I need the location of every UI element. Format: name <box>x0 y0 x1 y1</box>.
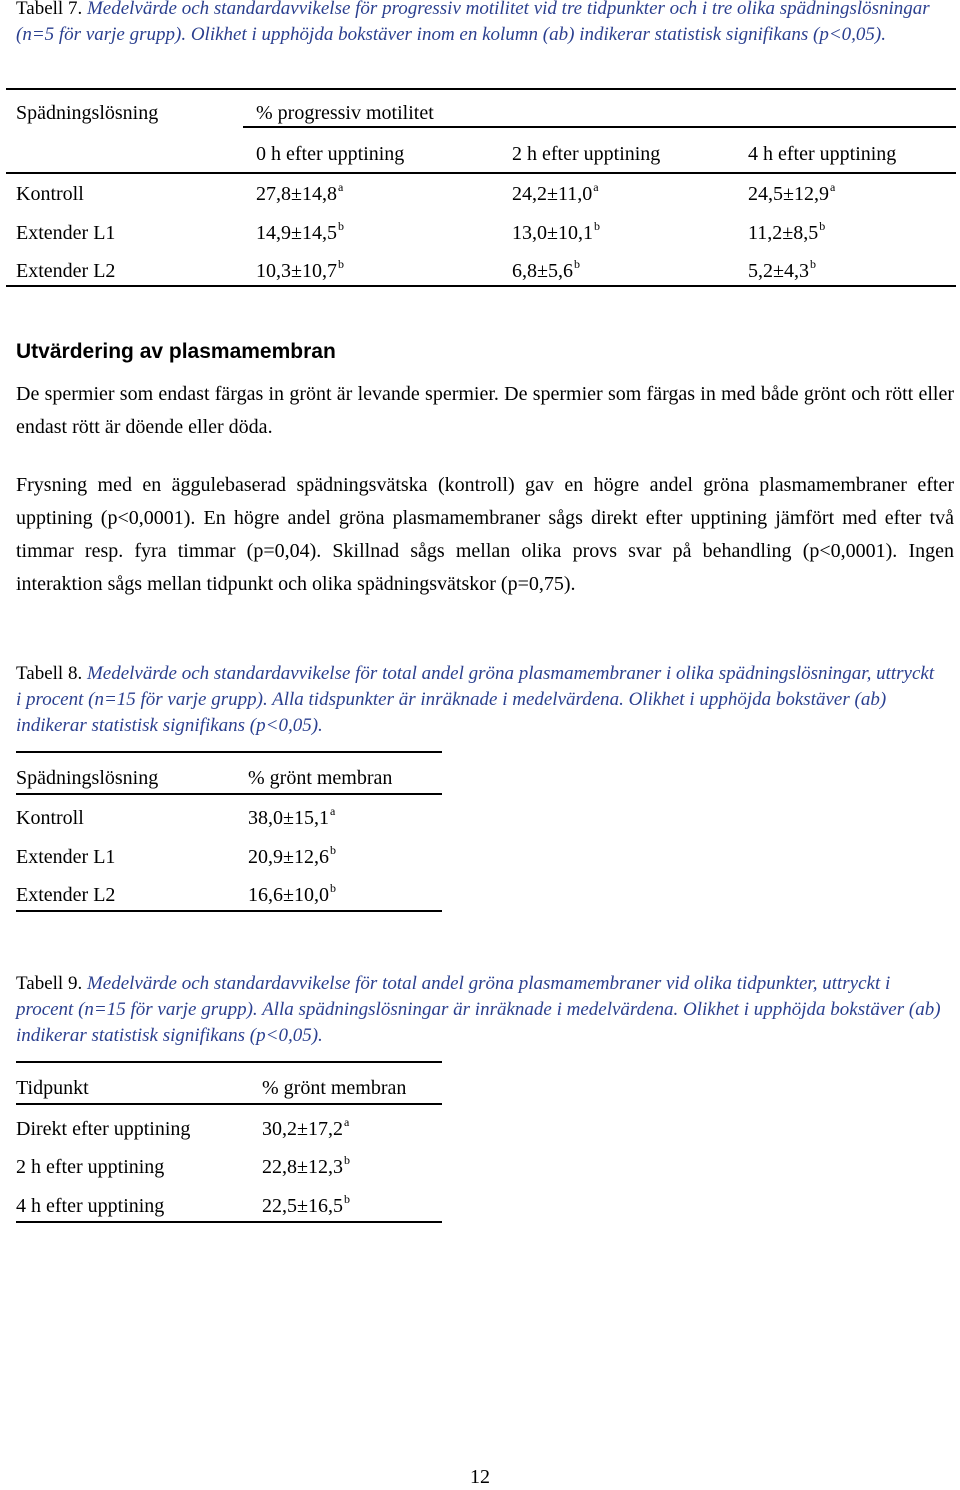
significance-letter: a <box>593 180 599 194</box>
table9-col2-header: % grönt membran <box>262 1077 407 1099</box>
table7-subheader-4h: 4 h efter upptining <box>748 143 897 165</box>
cell-value: 22,5±16,5 <box>262 1195 343 1217</box>
cell-value: 6,8±5,6 <box>512 260 573 282</box>
table8-row-label: Extender L1 <box>16 846 116 868</box>
significance-letter: a <box>329 804 336 818</box>
table9-header-rule <box>16 1103 442 1105</box>
table9-cell <box>262 1153 350 1179</box>
significance-letter: b <box>593 219 600 233</box>
significance-letter: b <box>343 1192 350 1206</box>
significance-letter: b <box>329 843 336 857</box>
table8-row-label: Kontroll <box>16 807 84 829</box>
table7-caption-text: Medelvärde och standardavvikelse för progressiv motilitet vid tre tidpunkter och i tre olika spädningslösningar (n=5 för varje grupp). Olikhet i upphöjda bokstäver inom en kolumn (ab) indikerar statistisk signifikans (p<0,05). <box>16 0 930 45</box>
table8-cell <box>248 804 336 830</box>
cell-value: 38,0±15,1 <box>248 807 329 829</box>
table8-cell <box>248 881 336 907</box>
significance-letter: b <box>343 1153 350 1167</box>
table8-header-rule <box>16 793 442 795</box>
table7-top-rule <box>6 88 956 90</box>
significance-letter: b <box>819 219 826 233</box>
table8-row-label: Extender L2 <box>16 884 116 906</box>
table9-top-rule <box>16 1061 442 1063</box>
table8-bottom-rule <box>16 910 442 912</box>
table8-cell <box>248 843 336 869</box>
cell-value: 16,6±10,0 <box>248 884 329 906</box>
significance-letter: b <box>809 257 816 271</box>
table9-caption-text: Medelvärde och standardavvikelse för total andel gröna plasmamembraner vid olika tidpunkter, uttryckt i procent (n=15 för varje grupp). Alla spädningslösningar är inräknade i medelvärdena. Olikhet i upphöjda bokstäver (ab) indikerar statistisk signifikans (p<0,05). <box>16 973 941 1046</box>
table7-cell <box>748 180 836 206</box>
cell-value: 22,8±12,3 <box>262 1156 343 1178</box>
cell-value: 5,2±4,3 <box>748 260 809 282</box>
significance-letter: a <box>337 180 344 194</box>
table7-row-label: Extender L2 <box>16 260 116 282</box>
table8-caption-text: Medelvärde och standardavvikelse för total andel gröna plasmamembraner i olika spädningslösningar, uttryckt i procent (n=15 för varje grupp). Alla tidspunkter är inräknade i medelvärdena. Olikhet i upphöjda bokstäver (ab) indikerar statistisk signifikans (p<0,05). <box>16 663 935 736</box>
table7-subheader-2h: 2 h efter upptining <box>512 143 661 165</box>
cell-value: 20,9±12,6 <box>248 846 329 868</box>
table9-cell <box>262 1115 350 1141</box>
cell-value: 14,9±14,5 <box>256 222 337 244</box>
table7-caption <box>16 0 944 48</box>
paragraph-1: De spermier som endast färgas in grönt är levande spermier. De spermier som färgas in med både grönt och rött eller endast rött är döende eller döda. <box>16 383 954 438</box>
table9-caption-label: Tabell 9. <box>16 973 83 994</box>
cell-value: 27,8±14,8 <box>256 183 337 205</box>
cell-value: 11,2±8,5 <box>748 222 819 244</box>
significance-letter: a <box>829 180 836 194</box>
cell-value: 30,2±17,2 <box>262 1118 343 1140</box>
table9-row-label: Direkt efter upptining <box>16 1118 191 1140</box>
table7-header-rule <box>6 172 956 174</box>
table8-col1-header: Spädningslösning <box>16 767 159 789</box>
table8-col2-header: % grönt membran <box>248 767 393 789</box>
table7-cell <box>256 257 344 283</box>
table7-cell <box>512 257 580 283</box>
significance-letter: b <box>573 257 580 271</box>
table7-cell <box>512 219 600 245</box>
cell-value: 24,2±11,0 <box>512 183 593 205</box>
significance-letter: b <box>337 257 344 271</box>
table7-group-header: % progressiv motilitet <box>256 102 434 124</box>
significance-letter: b <box>329 881 336 895</box>
significance-letter: b <box>337 219 344 233</box>
table9-col1-header: Tidpunkt <box>16 1077 89 1099</box>
table7-row-label: Extender L1 <box>16 222 116 244</box>
table9-row-label: 2 h efter upptining <box>16 1156 165 1178</box>
table7-cell <box>256 180 344 206</box>
table9-cell <box>262 1192 350 1218</box>
paragraph-2: Frysning med en äggulebaserad spädningsvätska (kontroll) gav en högre andel gröna plasmamembraner efter upptining (p<0,0001). En högre andel gröna plasmamembraner sågs direkt efter upptining jämfört med efter två timmar resp. fyra timmar (p=0,04). Skillnad sågs mellan olika provs svar på behandling (p<0,0001). Ingen interaktion sågs mellan tidpunkt och olika spädningsvätskor (p=0,75). <box>16 474 954 595</box>
table8-top-rule <box>16 751 442 753</box>
table7-subheader-0h: 0 h efter upptining <box>256 143 405 165</box>
table7-row-label: Kontroll <box>16 183 84 205</box>
cell-value: 13,0±10,1 <box>512 222 593 244</box>
significance-letter: a <box>343 1115 350 1129</box>
table9-bottom-rule <box>16 1221 442 1223</box>
table7-cell <box>748 219 826 245</box>
section-heading: Utvärdering av plasmamembran <box>16 340 336 363</box>
table9-row-label: 4 h efter upptining <box>16 1195 165 1217</box>
table7-cell <box>256 219 344 245</box>
table8-caption <box>16 661 944 739</box>
table7-cell <box>748 257 816 283</box>
table7-cell <box>512 180 599 206</box>
table7-caption-label: Tabell 7. <box>16 0 83 19</box>
table9-caption <box>16 971 944 1049</box>
table7-bottom-rule <box>6 285 956 287</box>
table7-group-rule <box>243 126 956 128</box>
table8-caption-label: Tabell 8. <box>16 663 83 684</box>
table7-col-header: Spädningslösning <box>16 102 159 124</box>
cell-value: 24,5±12,9 <box>748 183 829 205</box>
page-number: 12 <box>470 1466 490 1488</box>
cell-value: 10,3±10,7 <box>256 260 337 282</box>
